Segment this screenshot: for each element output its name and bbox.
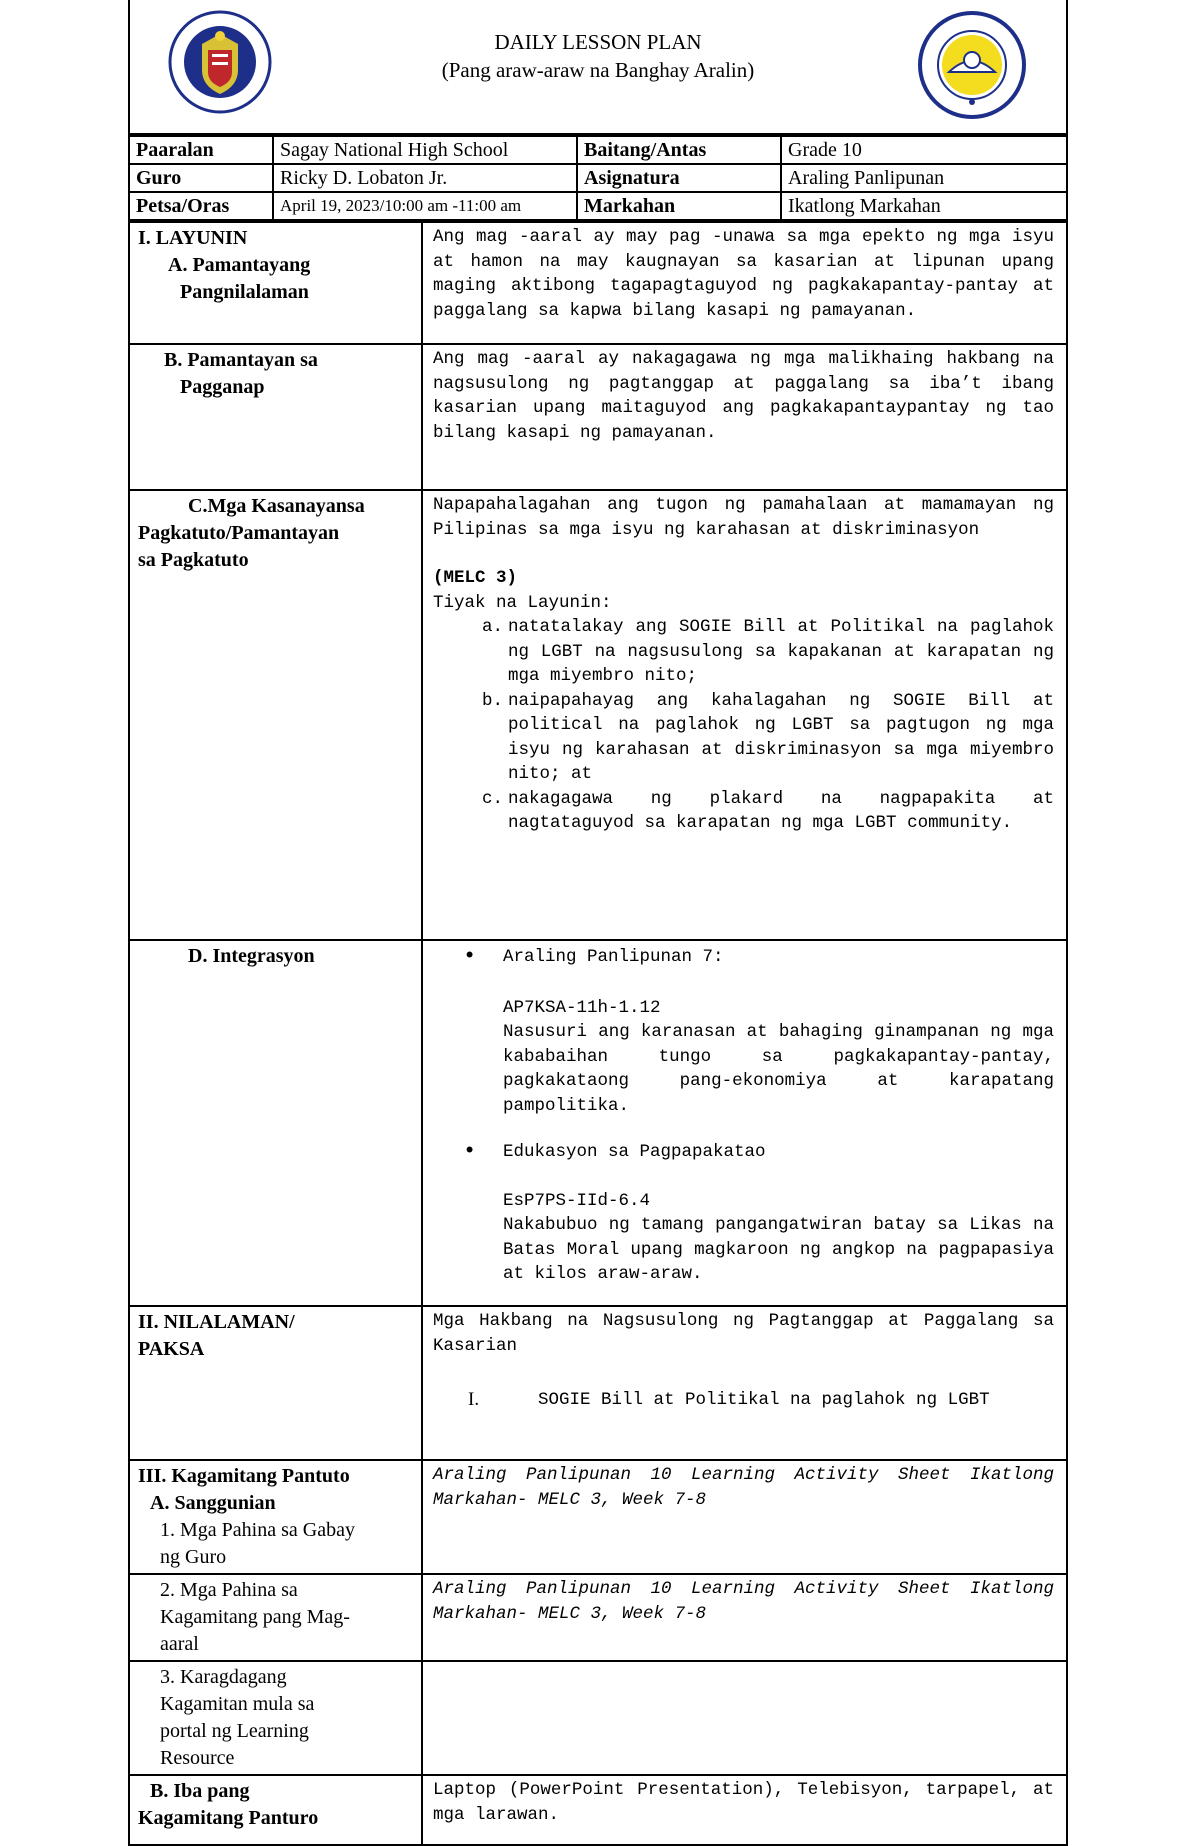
lesson-plan-table <box>128 221 1068 1846</box>
asignatura-label: Asignatura <box>577 164 781 192</box>
karagdagan-label-4: Resource <box>160 1747 235 1769</box>
gabay-label-2: ng Guro <box>160 1546 227 1568</box>
pamantayang-text: Ang mag -aaral ay may pag -unawa sa mga epekto ng mga isyu at hamon na may kaugnayan sa kasarian at lipunan upang maging aktibong tagapagtaguyod ng pagkakapantay-pantay at paggalang sa kapwa bilang kasapi ng pamayanan. <box>422 222 1067 344</box>
kagamitan-heading: III. Kagamitang Pantuto <box>138 1465 350 1487</box>
melc-label: (MELC 3) <box>433 568 518 588</box>
mag-aaral-text: Araling Panlipunan 10 Learning Activity Sheet Ikatlong Markahan- MELC 3, Week 7-8 <box>422 1574 1067 1661</box>
integrasyon-item1-code: AP7KSA-11h-1.12 <box>503 997 661 1018</box>
list-item <box>433 689 1054 787</box>
paaralan-label: Paaralan <box>129 136 273 164</box>
kasanayan-cell <box>129 490 422 940</box>
kasanayan-label-2: Pagkatuto/Pamantayan <box>138 522 340 544</box>
list-item <box>433 945 1054 970</box>
layunin-cell <box>129 222 422 344</box>
karagdagan-empty <box>422 1661 1067 1775</box>
kasanayan-label-1: C.Mga Kasanayansa <box>188 495 365 517</box>
list-item <box>433 615 1054 689</box>
document-subtitle: (Pang araw-araw na Banghay Aralin) <box>441 58 755 82</box>
mag-aaral-label-3: aaral <box>160 1633 199 1655</box>
nilalaman-content <box>422 1306 1067 1460</box>
markahan-value: Ikatlong Markahan <box>781 192 1067 220</box>
asignatura-value: Araling Panlipunan <box>781 164 1067 192</box>
integrasyon-item2-code: EsP7PS-IId-6.4 <box>503 1190 651 1211</box>
markahan-label: Markahan <box>577 192 781 220</box>
kasanayan-text: Napapahalagahan ang tugon ng pamahalaan at mamamayan ng Pilipinas sa mga isyu ng karahasan at diskriminasyon <box>433 495 1054 540</box>
gabay-text: Araling Panlipunan 10 Learning Activity Sheet Ikatlong Markahan- MELC 3, Week 7-8 <box>422 1460 1067 1574</box>
paaralan-value: Sagay National High School <box>273 136 577 164</box>
iba-text: Laptop (PowerPoint Presentation), Telebisyon, tarpapel, at mga larawan. <box>422 1775 1067 1845</box>
list-marker: a. <box>481 617 503 637</box>
info-table <box>128 135 1068 221</box>
nilalaman-label-2: PAKSA <box>138 1338 205 1360</box>
nilalaman-text: Mga Hakbang na Nagsusulong ng Pagtanggap at Paggalang sa Kasarian <box>433 1311 1054 1356</box>
list-marker: c. <box>481 788 503 809</box>
nilalaman-sub: SOGIE Bill at Politikal na paglahok ng LGBT <box>538 1390 990 1410</box>
iba-label-2: Kagamitang Panturo <box>138 1807 319 1829</box>
petsa-value: April 19, 2023/10:00 am -11:00 am <box>273 192 577 220</box>
integrasyon-cell <box>129 940 422 1306</box>
iba-label-1: B. Iba pang <box>150 1780 250 1802</box>
roman-marker: I. <box>468 1389 480 1410</box>
list-item-text: naipapahayag ang kahalagahan ng SOGIE Bill at political na paglahok ng LGBT sa pagtugon ng mga isyu ng karahasan at diskriminasyon sa mga miyembro nito; at <box>508 690 1054 784</box>
baitang-value: Grade 10 <box>781 136 1067 164</box>
pagganap-label-2: Pagganap <box>180 376 265 398</box>
layunin-heading: I. LAYUNIN <box>138 227 248 249</box>
petsa-label: Petsa/Oras <box>129 192 273 220</box>
karagdagan-cell <box>129 1661 422 1775</box>
list-item <box>433 787 1054 836</box>
karagdagan-label-1: 3. Karagdagang <box>160 1666 287 1688</box>
document-title: DAILY LESSON PLAN <box>494 30 702 54</box>
list-item <box>433 1140 1054 1165</box>
sanggunian-label: A. Sanggunian <box>150 1492 276 1514</box>
list-marker: b. <box>481 690 503 711</box>
bullet-icon: • <box>463 1139 477 1164</box>
guro-label: Guro <box>129 164 273 192</box>
integrasyon-label: D. Integrasyon <box>188 945 315 967</box>
integrasyon-item2-text: Nakabubuo ng tamang pangangatwiran batay sa Likas na Batas Moral upang magkaroon ng angkop na pagpapasiya at kilos araw-araw. <box>503 1215 1054 1284</box>
list-item-text: nakagagawa ng plakard na nagpapakita at nagtataguyod sa karapatan ng mga LGBT community. <box>508 788 1054 833</box>
pagganap-text: Ang mag -aaral ay nakagagawa ng mga malikhaing hakbang na nagsusulong ng pagtanggap at paggalang sa iba’t ibang kasarian upang maitaguyod ang pagkakapantaypantay ng tao bilang kasapi ng pamayanan. <box>422 344 1067 490</box>
mag-aaral-label-2: Kagamitang pang Mag- <box>160 1606 350 1628</box>
baitang-label: Baitang/Antas <box>577 136 781 164</box>
guro-value: Ricky D. Lobaton Jr. <box>273 164 577 192</box>
school-seal-icon <box>917 10 1027 125</box>
bullet-icon: • <box>463 944 477 969</box>
nilalaman-label-1: II. NILALAMAN/ <box>138 1311 295 1333</box>
integrasyon-item1-title: Araling Panlipunan 7: <box>503 947 724 967</box>
kasanayan-label-3: sa Pagkatuto <box>138 549 249 571</box>
karagdagan-label-2: Kagamitan mula sa <box>160 1693 315 1715</box>
pamantayang-label-1: A. Pamantayang <box>168 254 311 276</box>
gabay-label-1: 1. Mga Pahina sa Gabay <box>160 1519 355 1541</box>
pagganap-label-1: B. Pamantayan sa <box>164 349 318 371</box>
document-header <box>128 0 1068 135</box>
kasanayan-content <box>422 490 1067 940</box>
karagdagan-label-3: portal ng Learning <box>160 1720 309 1742</box>
nilalaman-cell <box>129 1306 422 1460</box>
mag-aaral-cell <box>129 1574 422 1661</box>
mag-aaral-label-1: 2. Mga Pahina sa <box>160 1579 298 1601</box>
pamantayang-label-2: Pangnilalaman <box>180 281 309 303</box>
list-item-text: natatalakay ang SOGIE Bill at Politikal na paglahok ng LGBT na nagsusulong sa kapakanan at karapatan ng mga miyembro nito; <box>508 617 1054 686</box>
integrasyon-item1-text: Nasusuri ang karanasan at bahaging ginampanan ng mga kababaihan tungo sa pagkakapantay-pantay, pagkakataong pang-ekonomiya at karapatang pampolitika. <box>503 1022 1054 1116</box>
pagganap-cell <box>129 344 422 490</box>
integrasyon-item2-title: Edukasyon sa Pagpapakatao <box>503 1142 766 1162</box>
integrasyon-content <box>422 940 1067 1306</box>
tiyak-label: Tiyak na Layunin: <box>433 592 612 613</box>
list-item <box>433 1388 1054 1413</box>
kagamitan-cell <box>129 1460 422 1574</box>
